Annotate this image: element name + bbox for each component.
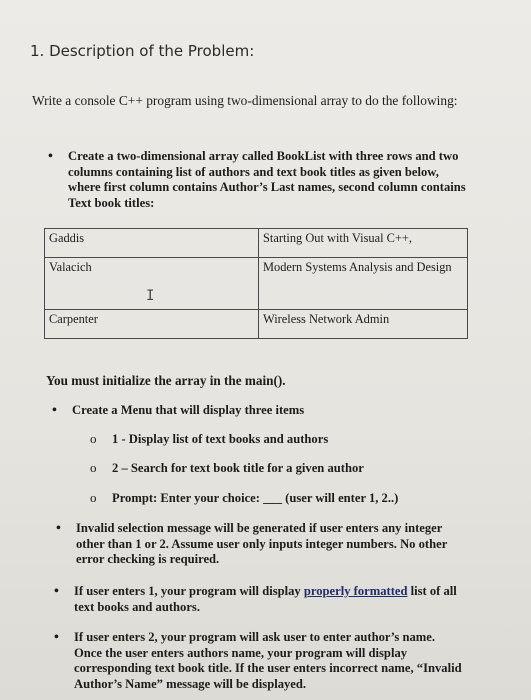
title-cell: Modern Systems Analysis and Design [259,258,468,310]
bullet-option-one: • If user enters 1, your program will display properly formatted list of all text books and authors. [54,584,457,614]
bullet-text: Create a two-dimensional array called BookList with three rows and two columns containing list of authors and text book titles as given below, where first column contains Author’s Last names, second column contains Text book titles: [68,149,466,210]
author-cell: Carpenter [45,310,259,339]
author-cell: Gaddis [45,229,259,258]
author-cell: Valacich [45,258,259,310]
bullet-text: If user enters 2, your program will ask user to enter author’s name. Once the user enters authors name, your program will display corresponding text book title. If the user enters incorrect name, “Invalid Author’s Name” message will be displayed. [74,630,462,691]
bullet-dot: • [54,584,59,599]
bullet-option-two [54,630,466,692]
bullet-create-menu [52,403,452,419]
circle-bullet-icon: o [90,490,97,505]
text-cursor-icon: I [146,288,155,304]
booklist-table [44,228,468,339]
bullet-create-array [48,149,472,211]
title-cell: Wireless Network Admin [259,310,468,339]
circle-bullet-icon: o [90,431,97,446]
properly-formatted-link[interactable]: properly formatted [303,584,408,598]
intro-paragraph: Write a console C++ program using two-dimensional array to do the following: [32,93,458,108]
bullet-dot: • [52,403,57,418]
table-row [45,258,468,310]
menu-item: o 1 - Display list of text books and authors [90,431,329,446]
bullet-text: Invalid selection message will be generated if user enters any integer other than 1 or 2. Assume user only inputs integer numbers. No other error checking is required. [76,521,448,567]
title-cell: Starting Out with Visual C++, [259,229,468,258]
menu-item: o Prompt: Enter your choice: ___ (user will enter 1, 2..) [90,490,399,505]
bullet-dot: • [56,521,61,536]
bullet-invalid-selection [56,521,466,568]
bullet-dot: • [48,149,53,164]
init-note: You must initialize the array in the main(). [46,373,286,388]
menu-item: o 2 – Search for text book title for a given author [90,460,364,475]
table-row [45,229,468,258]
bullet-text: Create a Menu that will display three items [72,403,305,417]
circle-bullet-icon: o [90,460,97,475]
bullet-dot: • [54,630,59,645]
section-heading: 1. Description of the Problem: [30,42,255,60]
table-row [45,310,468,339]
